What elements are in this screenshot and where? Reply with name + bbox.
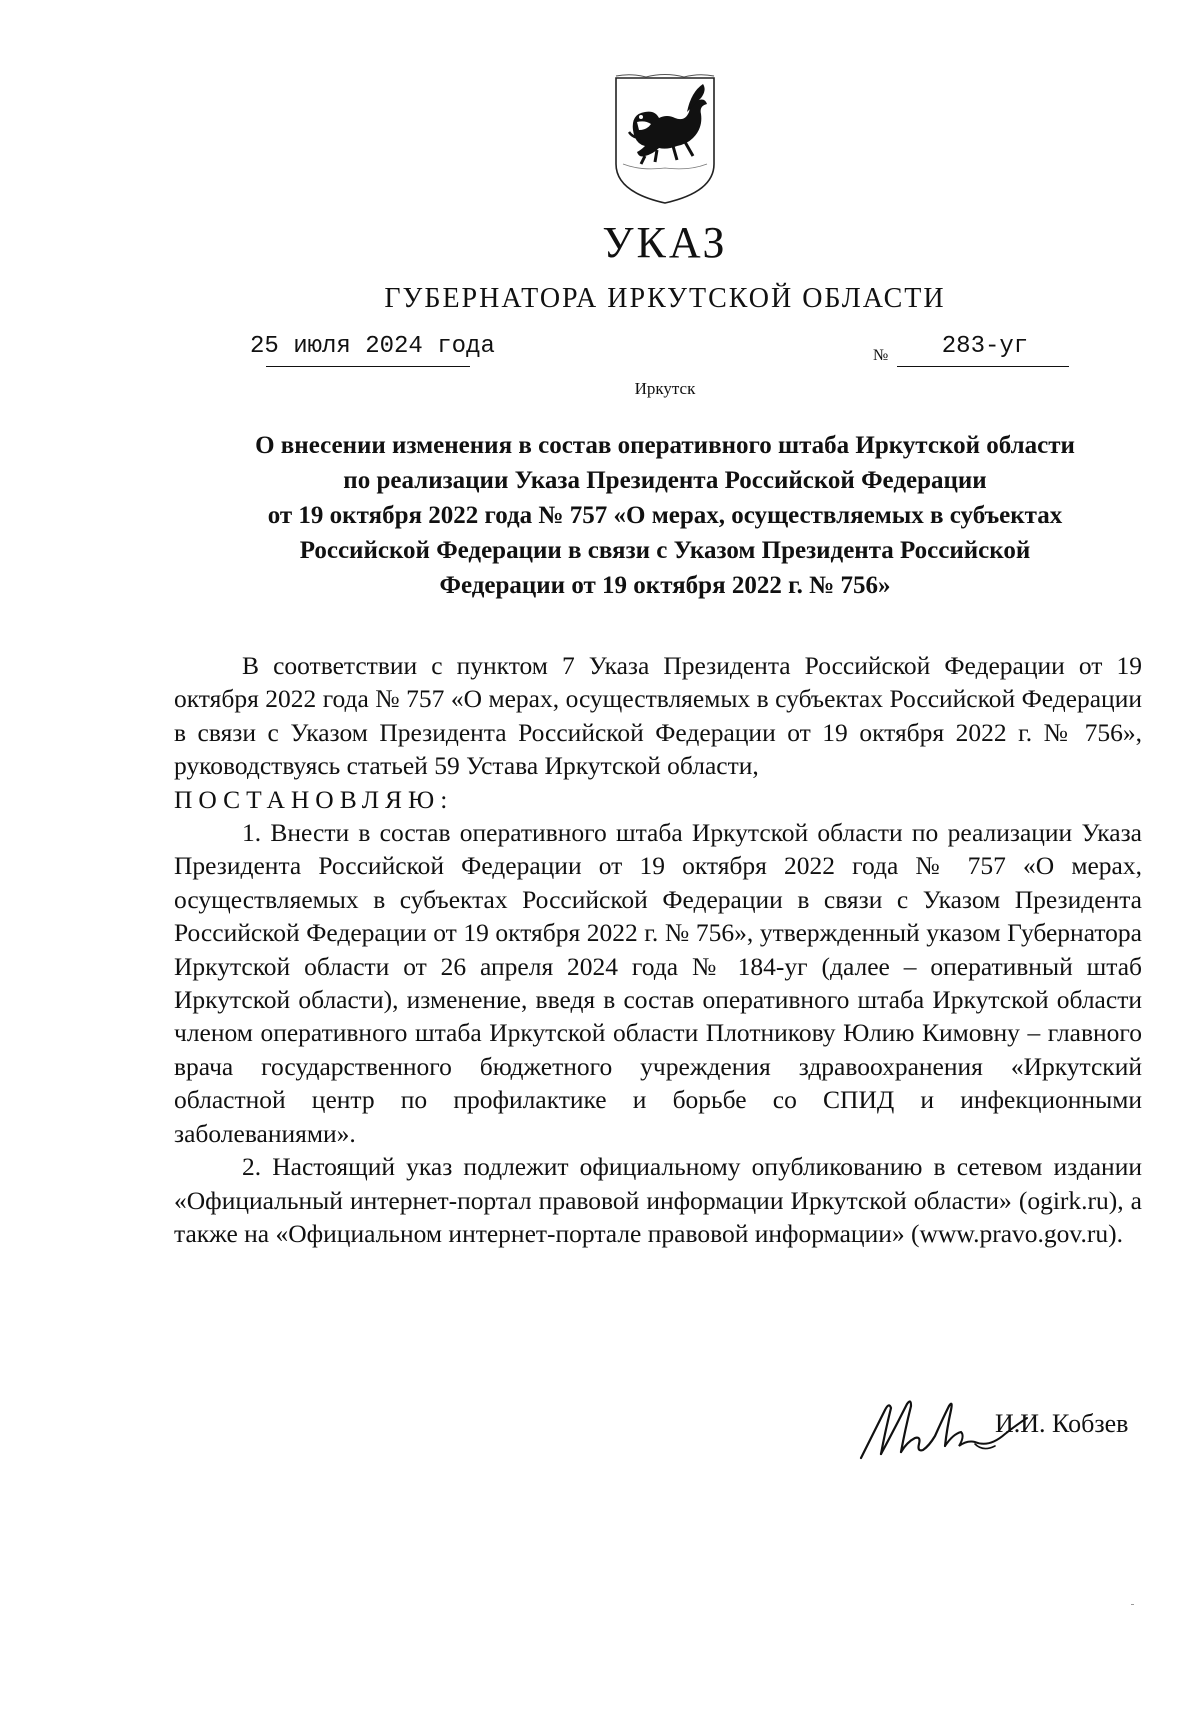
city-label: Иркутск bbox=[634, 379, 696, 398]
document-type-heading: УКАЗ bbox=[602, 218, 728, 267]
decree-item: 1. Внести в состав оперативного штаба Иркутской области по реализации Указа Президента Российской Федерации от 19 октября 2022 года № 757 «О мерах, осуществляемых в субъектах Российской Федерации в связи с Указом Президента Российской Федерации от 19 октября 2022 г. № 756», утвержденный указом Губернатора Иркутской области от 26 апреля 2024 года № 184-уг (далее – оперативный штаб Иркутской области), изменение, введя в состав оперативного штаба Иркутской области членом оперативного штаба Иркутской области Плотникову Юлию Кимовну – главного врача государственного бюджетного учреждения здравоохранения «Иркутский областной центр по профилактике и борьбе со СПИД и инфекционными заболеваниями». bbox=[174, 818, 1142, 1148]
irkutsk-coat-of-arms-icon bbox=[611, 72, 719, 207]
title-line: по реализации Указа Президента Российской Федерации bbox=[343, 467, 987, 494]
title-line: Российской Федерации в связи с Указом Президента Российской bbox=[299, 537, 1031, 564]
decree-date: 25 июля 2024 года bbox=[250, 333, 495, 360]
issuer-heading: ГУБЕРНАТОРА ИРКУТСКОЙ ОБЛАСТИ bbox=[384, 283, 946, 314]
title-line: от 19 октября 2022 года № 757 «О мерах, осуществляемых в субъектах bbox=[267, 502, 1063, 529]
number-underline bbox=[897, 366, 1069, 367]
decree-item: 2. Настоящий указ подлежит официальному опубликованию в сетевом издании «Официальный интернет-портал правовой информации Иркутской области» (ogirk.ru), а также на «Официальном интернет-портале правовой информации» (www.pravo.gov.ru). bbox=[174, 1152, 1142, 1248]
decree-body bbox=[174, 649, 1142, 1250]
decree-word: ПОСТАНОВЛЯЮ: bbox=[174, 784, 454, 814]
preamble-paragraph: В соответствии с пунктом 7 Указа Президента Российской Федерации от 19 октября 2022 года № 757 «О мерах, осуществляемых в субъектах Российской Федерации в связи с Указом Президента Российской Федерации от 19 октября 2022 г. № 756», руководствуясь статьей 59 Устава Иркутской области, bbox=[174, 651, 1142, 781]
title-line: Федерации от 19 октября 2022 г. № 756» bbox=[439, 572, 891, 599]
decree-number: 283-уг bbox=[941, 333, 1029, 360]
signer-name: И.И. Кобзев bbox=[995, 1409, 1129, 1438]
title-line: О внесении изменения в состав оперативного штаба Иркутской области bbox=[255, 432, 1075, 459]
decree-title bbox=[170, 428, 1160, 603]
scan-speck bbox=[1131, 1604, 1134, 1605]
number-sign: № bbox=[873, 347, 889, 364]
date-underline bbox=[266, 366, 470, 367]
